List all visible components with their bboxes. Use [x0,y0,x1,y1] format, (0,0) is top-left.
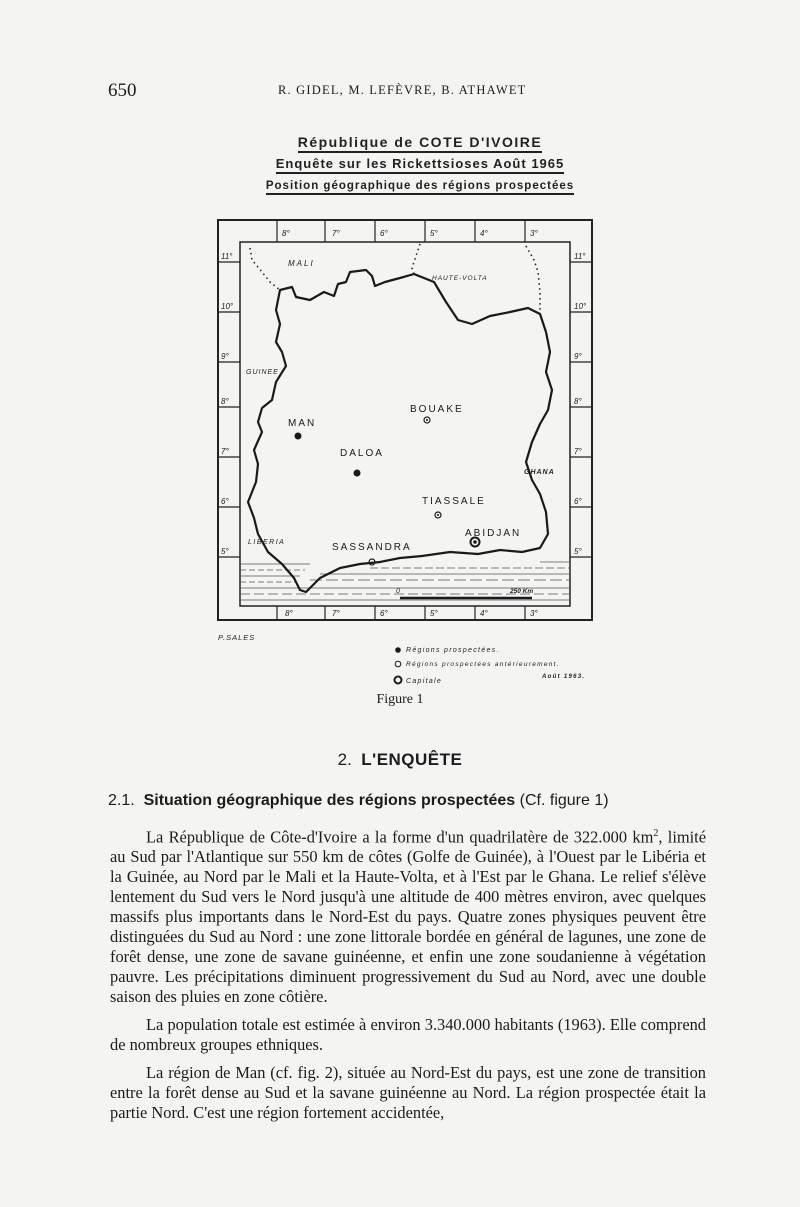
running-head-authors: R. GIDEL, M. LEFÈVRE, B. ATHAWET [278,83,527,97]
left-scale-6: 6° [221,497,229,506]
section-number: 2. [337,750,352,769]
city-tiassale-label: TIASSALE [422,496,486,507]
legend-date: Août 1963. [542,674,586,680]
paragraph-2: La population totale est estimée à environ 3.340.000 habitants (1963). Elle comprend de nombreux groupes ethniques. [110,1015,706,1055]
bottom-graticule [277,606,525,620]
right-scale-1: 11° [574,252,586,261]
city-bouake-label: BOUAKE [410,404,464,415]
bottom-scale-3: 6° [380,609,388,618]
map-outer-frame [218,220,592,620]
bottom-scale-1: 8° [285,609,293,618]
city-abidjan-label: ABIDJAN [465,528,522,539]
left-scale-7: 5° [221,547,229,556]
ivory-coast-map [210,212,610,692]
top-scale-3: 6° [380,229,388,238]
right-scale-3: 9° [574,352,582,361]
svg-text:0: 0 [396,588,400,595]
side-graticule [218,262,592,557]
subsection-ref: (Cf. figure 1) [519,792,609,809]
right-scale-5: 7° [574,447,582,456]
left-scale-3: 9° [221,352,229,361]
body-text [110,824,706,1131]
top-scale-2: 7° [332,229,340,238]
city-man-dot [295,433,302,440]
left-scale-4: 8° [221,397,229,406]
right-scale-6: 6° [574,497,582,506]
label-haute-volta: HAUTE-VOLTA [432,275,488,282]
subsection-heading [108,792,609,810]
map-author: P.SALES [218,633,256,642]
top-scale-5: 4° [480,229,488,238]
figure-caption: Figure 1 [376,692,424,707]
subsection-number: 2.1. [108,792,135,809]
legend-capital: Capitale [406,678,443,685]
label-mali: MALI [288,259,315,268]
svg-text:250 Km: 250 Km [510,588,534,595]
paragraph-1: La République de Côte-d'Ivoire a la forme d'un quadrilatère de 322.000 $km^2$, limité au Sud par l'Atlantique sur 550 km de côtes (Golfe de Guinée), à l'Ouest par le Libéria et la Guinée, au Nord par le Mali et la Haute-Volta, et à l'Est par le Ghana. Le relief s'élève lentement du Sud vers le Nord jusqu'à une altitude de 400 mètres environ, avec quelques massifs plus importants dans le Nord-Est du pays. Quatre zones physiques peuvent être distinguées du Sud au Nord : une zone littorale bordée en général de lagunes, une zone de forêt dense, une zone de savane guinéenne, et enfin une zone soudanienne à végétation pauvre. Les précipitations diminuent progressivement du Sud au Nord, avec une double saison des pluies en zone côtière. [110,827,707,1007]
bottom-scale-2: 7° [332,609,340,618]
scale-bar [396,588,533,598]
legend-prospected: Régions prospectées. [406,647,500,654]
city-daloa-dot [354,470,361,477]
paragraph-3: La région de Man (cf. fig. 2), située au Nord-Est du pays, est une zone de transition entre la forêt dense au Sud et la savane guinéenne au Nord. La région prospectée était la partie Nord. C'est une région fortement accidentée, [110,1063,706,1123]
legend-previously-prospected: Régions prospectées antérieurement. [406,661,560,668]
left-scale-2: 10° [221,302,234,311]
city-sassandra-label: SASSANDRA [332,542,412,553]
label-guinee: GUINEE [246,369,279,376]
map-title-line2: Enquête sur les Rickettsioses Août 1965 [240,156,600,171]
bottom-scale-4: 5° [430,609,438,618]
left-scale-5: 7° [221,447,229,456]
top-graticule [277,220,525,242]
label-ghana: GHANA [524,469,555,476]
section-heading [0,750,800,770]
page-number: 650 [108,80,137,101]
top-scale-6: 3° [530,229,538,238]
subsection-title: Situation géographique des régions prospectées [143,792,516,809]
map-title-line3: Position géographique des régions prospectées [240,180,600,192]
bottom-scale-6: 3° [530,609,538,618]
right-scale-7: 5° [574,547,582,556]
running-header [108,80,608,110]
top-scale-4: 5° [430,229,438,238]
right-scale-2: 10° [574,302,587,311]
map-title-line1: République de COTE D'IVOIRE [240,134,600,150]
top-scale-1: 8° [282,229,290,238]
section-title: L'ENQUÊTE [361,750,463,769]
city-man-label: MAN [288,418,317,429]
left-scale-1: 11° [221,252,233,261]
right-scale-4: 8° [574,397,582,406]
bottom-scale-5: 4° [480,609,488,618]
map-legend [395,647,586,685]
city-daloa-label: DALOA [340,448,384,459]
label-liberia: LIBERIA [248,539,286,546]
